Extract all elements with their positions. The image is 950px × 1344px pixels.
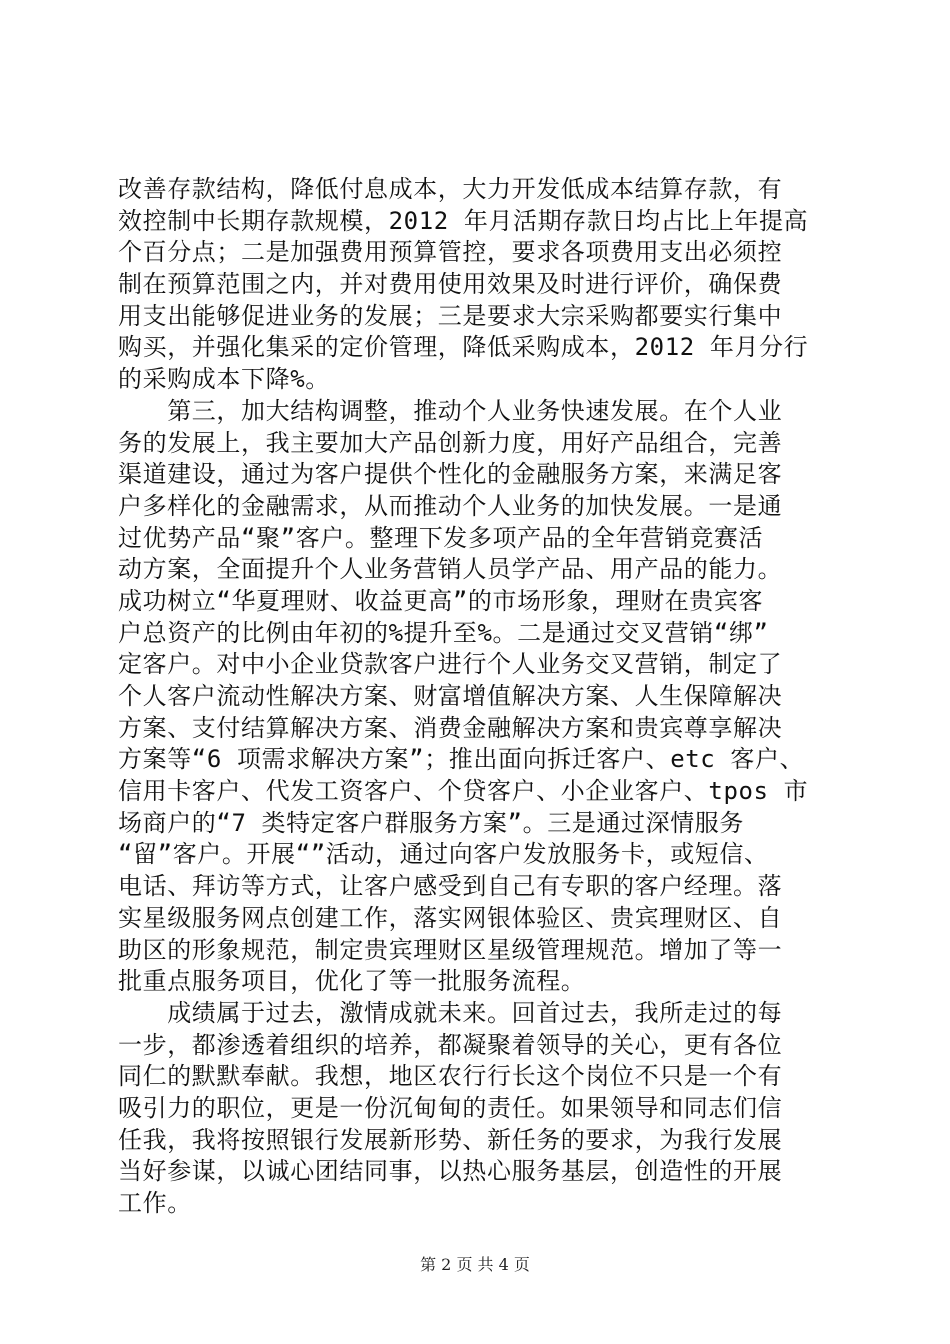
text-line: 个百分点；二是加强费用预算管控，要求各项费用支出必须控 bbox=[118, 238, 783, 267]
text-line: 务的发展上，我主要加大产品创新力度，用好产品组合，完善 bbox=[118, 428, 783, 457]
text-line: 任我，我将按照银行发展新形势、新任务的要求，为我行发展 bbox=[118, 1125, 783, 1154]
text-line: 工作。 bbox=[118, 1189, 192, 1217]
text-line: 过优势产品“聚”客户。整理下发多项产品的全年营销竞赛活 bbox=[118, 523, 764, 552]
text-line: 场商户的“7 类特定客户群服务方案”。三是通过深情服务 bbox=[118, 808, 744, 837]
text-line: 吸引力的职位，更是一份沉甸甸的责任。如果领导和同志们信 bbox=[118, 1093, 783, 1122]
text-line: 效控制中长期存款规模，2012 年月活期存款日均占比上年提高 bbox=[118, 206, 809, 235]
text-line: 渠道建设，通过为客户提供个性化的金融服务方案，来满足客 bbox=[118, 460, 783, 489]
body-text bbox=[118, 174, 834, 1220]
text-line: 批重点服务项目，优化了等一批服务流程。 bbox=[118, 967, 586, 996]
text-line: 方案等“6 项需求解决方案”；推出面向拆迁客户、etc 客户、 bbox=[118, 745, 805, 774]
text-line: 方案、支付结算解决方案、消费金融解决方案和贵宾尊享解决 bbox=[118, 713, 783, 742]
text-line: 成功树立“华夏理财、收益更高”的市场形象，理财在贵宾客 bbox=[118, 586, 764, 615]
text-line: 制在预算范围之内，并对费用使用效果及时进行评价，确保费 bbox=[118, 270, 783, 299]
text-line: 助区的形象规范，制定贵宾理财区星级管理规范。增加了等一 bbox=[118, 935, 783, 964]
text-line: 用支出能够促进业务的发展；三是要求大宗采购都要实行集中 bbox=[118, 301, 783, 330]
text-line: 信用卡客户、代发工资客户、个贷客户、小企业客户、tpos 市 bbox=[118, 777, 809, 806]
text-line: 个人客户流动性解决方案、财富增值解决方案、人生保障解决 bbox=[118, 682, 783, 710]
text-line: 改善存款结构，降低付息成本，大力开发低成本结算存款，有 bbox=[118, 175, 783, 203]
text-line: 的采购成本下降%。 bbox=[118, 365, 330, 394]
text-line: 定客户。对中小企业贷款客户进行个人业务交叉营销，制定了 bbox=[118, 650, 783, 679]
text-line: 当好参谋，以诚心团结同事，以热心服务基层，创造性的开展 bbox=[118, 1157, 783, 1186]
text-line: 同仁的默默奉献。我想，地区农行行长这个岗位不只是一个有 bbox=[118, 1062, 783, 1091]
text-line: 户多样化的金融需求，从而推动个人业务的加快发展。一是通 bbox=[118, 491, 783, 520]
text-line: 实星级服务网点创建工作，落实网银体验区、贵宾理财区、自 bbox=[118, 903, 783, 932]
text-line: 一步，都渗透着组织的培养，都凝聚着领导的关心，更有各位 bbox=[118, 1030, 783, 1059]
text-line: 成绩属于过去，激情成就未来。回首过去，我所走过的每 bbox=[118, 998, 783, 1027]
text-line: 户总资产的比例由年初的%提升至%。二是通过交叉营销“绑” bbox=[118, 618, 769, 647]
text-line: “留”客户。开展“”活动，通过向客户发放服务卡，或短信、 bbox=[118, 840, 769, 869]
text-line: 第三，加大结构调整，推动个人业务快速发展。在个人业 bbox=[118, 396, 783, 425]
text-line: 购买，并强化集采的定价管理，降低采购成本，2012 年月分行 bbox=[118, 333, 809, 362]
page-footer: 第 2 页 共 4 页 bbox=[420, 1255, 530, 1274]
text-line: 动方案，全面提升个人业务营销人员学产品、用产品的能力。 bbox=[118, 555, 783, 584]
text-line: 电话、拜访等方式，让客户感受到自己有专职的客户经理。落 bbox=[118, 872, 783, 901]
